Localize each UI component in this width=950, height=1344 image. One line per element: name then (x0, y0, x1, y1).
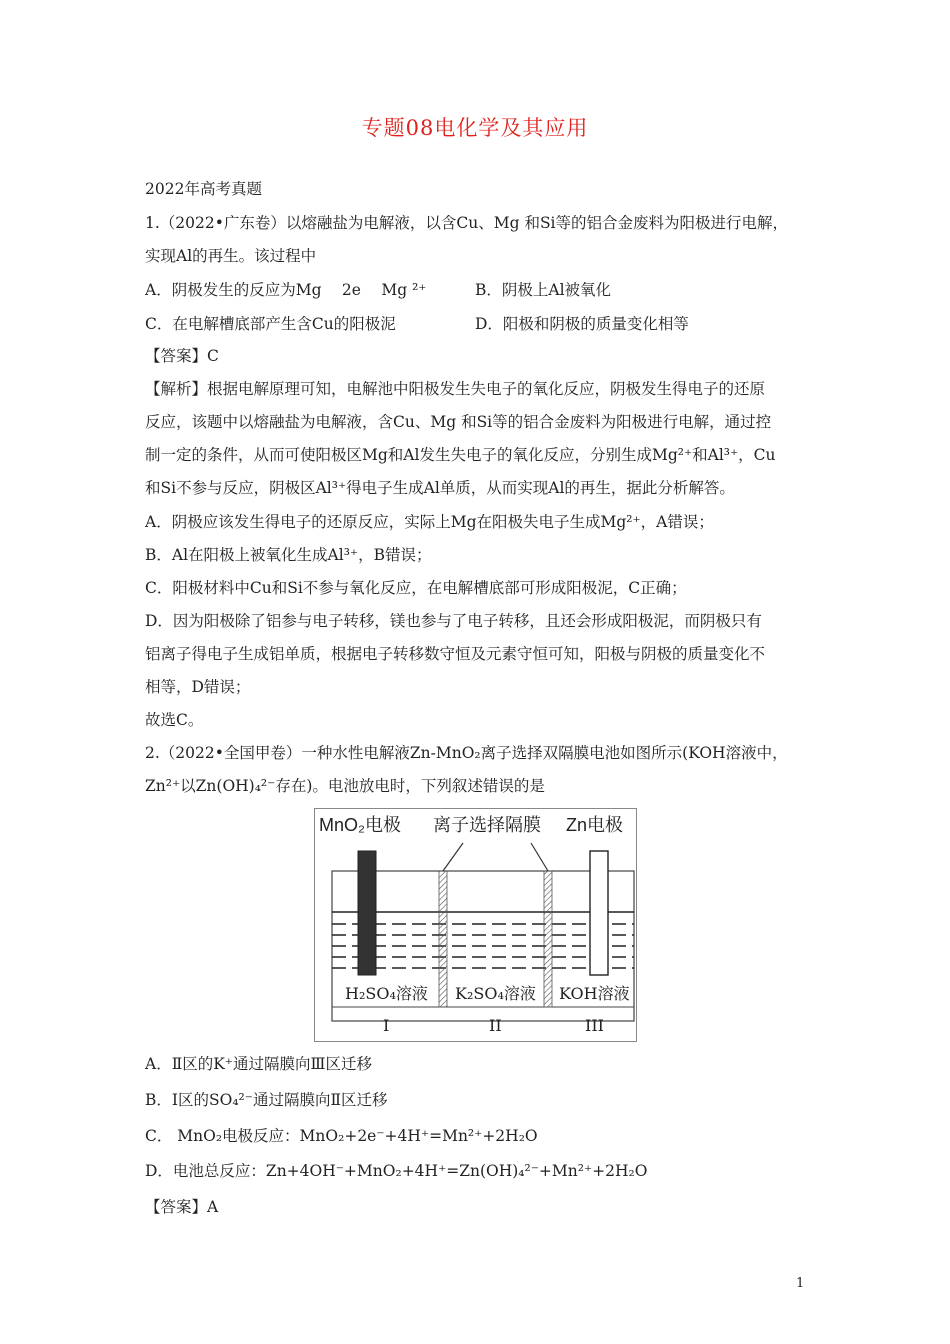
label-zone-2: II (489, 1016, 502, 1035)
membrane-right (544, 871, 552, 1007)
q2-option-d: D．电池总反应：Zn+4OH⁻+MnO₂+4H⁺=Zn(OH)₄²⁻+Mn²⁺+2H₂O (145, 1162, 648, 1180)
q2-answer: 【答案】A (145, 1198, 219, 1216)
q1-option-c: C．在电解槽底部产生含Cu的阳极泥 (145, 315, 396, 333)
mno2-electrode (358, 851, 376, 975)
page-title: 专题08电化学及其应用 (361, 116, 589, 140)
q1-option-d: D．阳极和阴极的质量变化相等 (475, 315, 689, 333)
q2-stem-line1: 2.（2022•全国甲卷）一种水性电解液Zn-MnO₂离子选择双隔膜电池如图所示(KOH溶液中， (145, 744, 788, 762)
membrane-left (439, 871, 447, 1007)
q1-analysis-line: 【解析】根据电解原理可知，电解池中阳极发生失电子的氧化反应，阴极发生得电子的还原 (145, 380, 766, 398)
zn-electrode (590, 851, 608, 975)
label-mno2-electrode: MnO₂电极 (319, 815, 401, 835)
q1-option-b: B．阴极上Al被氧化 (475, 281, 612, 299)
label-zone-3: III (585, 1016, 604, 1035)
section-heading: 2022年高考真题 (145, 180, 262, 198)
q1-option-a: A．阴极发生的反应为Mg 2e Mg ²⁺ (145, 281, 427, 299)
label-membrane: 离子选择隔膜 (433, 815, 541, 835)
battery-diagram (314, 808, 637, 1042)
label-solution-2: K₂SO₄溶液 (455, 984, 536, 1003)
q1-analysis-line: 铝离子得电子生成铝单质，根据电子转移数守恒及元素守恒可知，阳极与阴极的质量变化不 (145, 645, 766, 663)
q1-analysis-line: 和Si不参与反应，阴极区Al³⁺得电子生成Al单质，从而实现Al的再生，据此分析解答。 (145, 479, 735, 497)
q2-stem-line2: Zn²⁺以Zn(OH)₄²⁻存在)。电池放电时，下列叙述错误的是 (145, 777, 545, 795)
label-zone-1: I (383, 1016, 390, 1035)
q2-option-c: C． MnO₂电极反应：MnO₂+2e⁻+4H⁺=Mn²⁺+2H₂O (145, 1127, 538, 1145)
q1-stem-line2: 实现Al的再生。该过程中 (145, 247, 317, 265)
label-solution-3: KOH溶液 (559, 984, 630, 1003)
q1-analysis-line: D．因为阳极除了铝参与电子转移，镁也参与了电子转移，且还会形成阳极泥，而阴极只有 (145, 612, 762, 630)
q1-analysis-line: C．阳极材料中Cu和Si不参与氧化反应，在电解槽底部可形成阳极泥，C正确； (145, 579, 687, 597)
page-number: 1 (796, 1276, 805, 1291)
q1-analysis-line: B．Al在阳极上被氧化生成Al³⁺，B错误； (145, 546, 432, 564)
label-solution-1: H₂SO₄溶液 (345, 984, 428, 1003)
label-zn-electrode: Zn电极 (566, 815, 624, 835)
q1-analysis-line: 制一定的条件，从而可使阳极区Mg和Al发生失电子的氧化反应，分别生成Mg²⁺和Al³⁺，Cu (145, 446, 776, 464)
q2-option-a: A．Ⅱ区的K⁺通过隔膜向Ⅲ区迁移 (145, 1055, 372, 1073)
q1-analysis-line: 故选C。 (145, 711, 204, 729)
q1-analysis-line: A．阴极应该发生得电子的还原反应，实际上Mg在阳极失电子生成Mg²⁺，A错误； (145, 513, 714, 531)
q1-answer: 【答案】C (145, 347, 219, 365)
q1-analysis-line: 反应，该题中以熔融盐为电解液，含Cu、Mg 和Si等的铝合金废料为阳极进行电解，通过控 (145, 413, 772, 431)
q1-analysis-line: 相等，D错误； (145, 678, 251, 696)
q1-stem-line1: 1.（2022•广东卷）以熔融盐为电解液，以含Cu、Mg 和Si等的铝合金废料为阳极进行电解， (145, 214, 789, 232)
q2-option-b: B．Ⅰ区的SO₄²⁻通过隔膜向Ⅱ区迁移 (145, 1091, 388, 1109)
